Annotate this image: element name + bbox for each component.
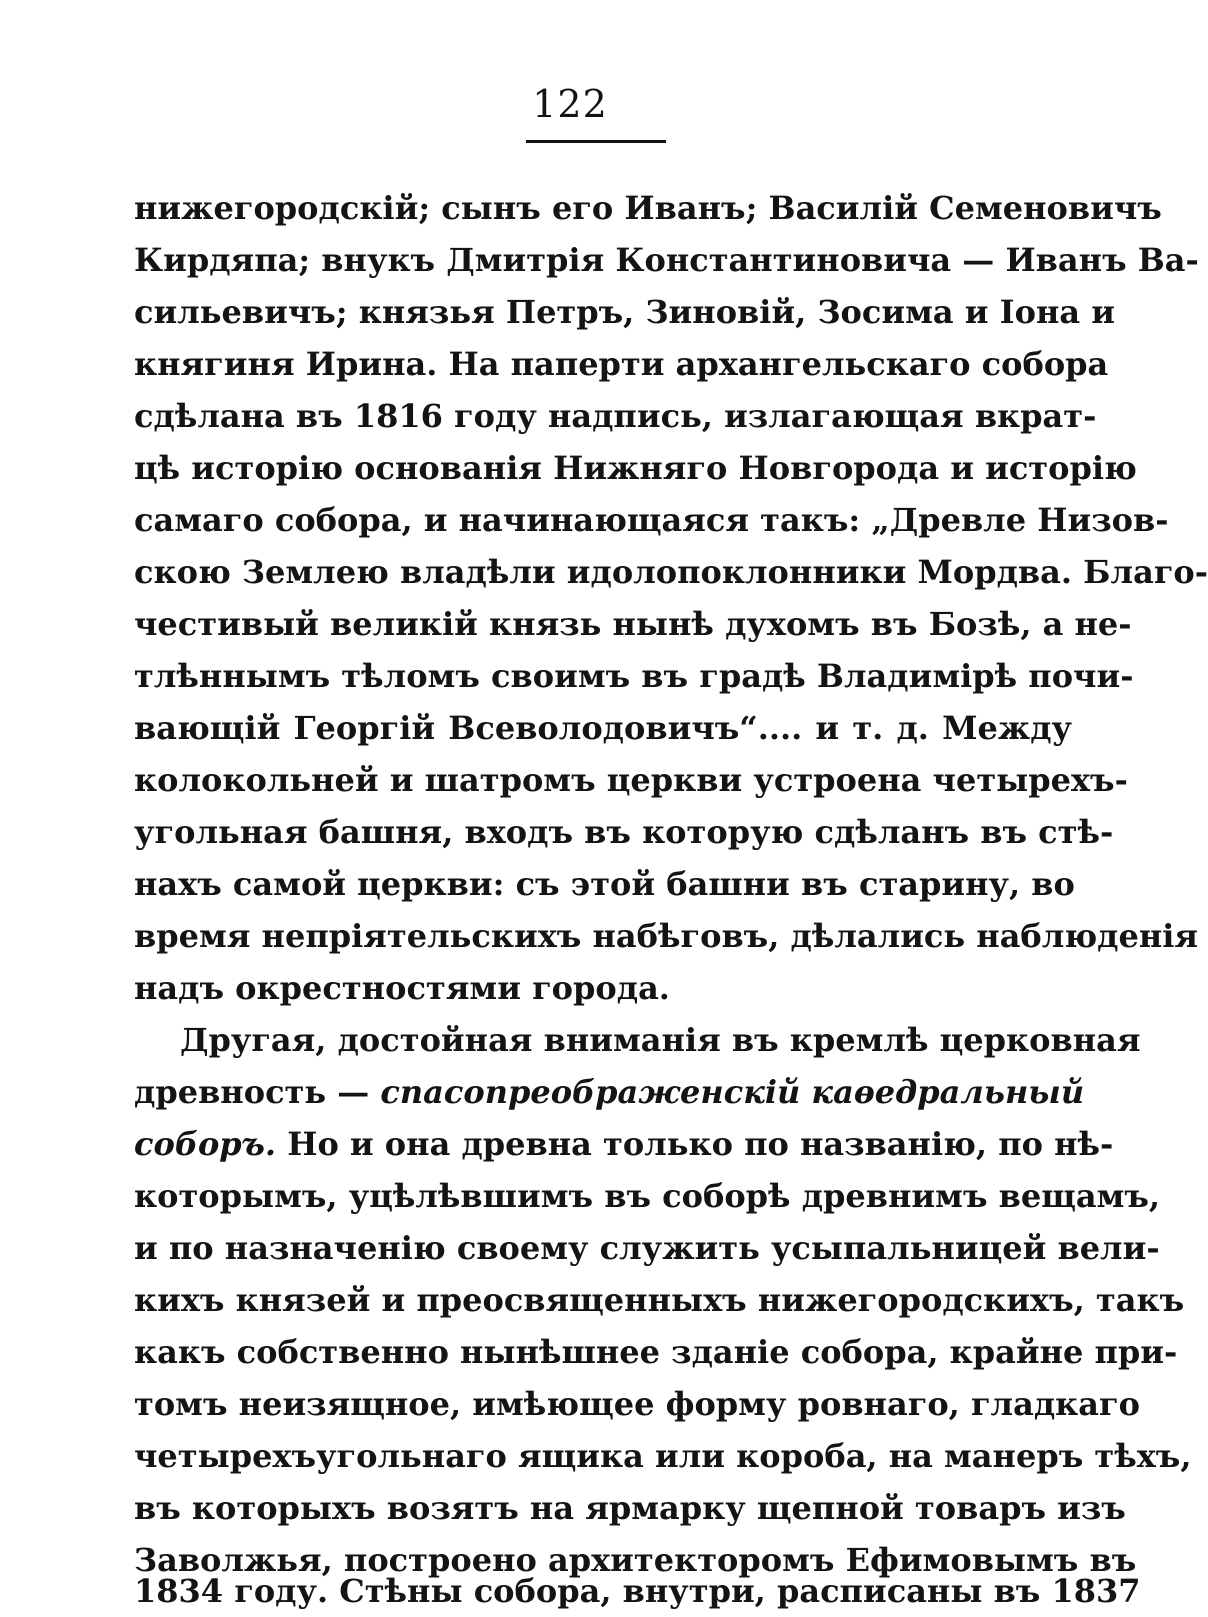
text-line: время непріятельскихъ набѣговъ, дѣлались наблюденія <box>134 917 1199 955</box>
text-line: въ которыхъ возятъ на ярмарку щепной товаръ изъ <box>134 1489 1126 1527</box>
text-line: сдѣлана въ 1816 году надпись, излагающая вкрат- <box>134 397 1097 435</box>
text-line: которымъ, уцѣлѣвшимъ въ соборѣ древнимъ вещамъ, <box>134 1177 1161 1215</box>
text-line: скою Землею владѣли идолопоклонники Мордва. Благо- <box>134 553 1208 591</box>
text-line: четырехъугольнаго ящика или короба, на манеръ тѣхъ, <box>134 1437 1192 1475</box>
text-line: сильевичъ; князья Петръ, Зиновій, Зосима и Іона и <box>134 293 1115 331</box>
text-line: 1834 году. Стѣны собора, внутри, расписаны въ 1837 <box>134 1572 1141 1610</box>
cathedral-name-emphasis-end: соборъ. <box>134 1125 277 1163</box>
text-run: Но и она древна только по названію, по нѣ- <box>287 1125 1114 1163</box>
text-line: тлѣннымъ тѣломъ своимъ въ градѣ Владимірѣ почи- <box>134 657 1134 695</box>
text-run: древность — <box>134 1073 370 1111</box>
text-line: кихъ князей и преосвященныхъ нижегородскихъ, такъ <box>134 1281 1185 1319</box>
text-line: цѣ исторію основанія Нижняго Новгорода и исторію <box>134 449 1137 487</box>
text-line: какъ собственно нынѣшнее зданіе собора, крайне при- <box>134 1333 1178 1371</box>
text-line: княгиня Ирина. На паперти архангельскаго собора <box>134 345 1109 383</box>
text-line: угольная башня, входъ въ которую сдѣланъ въ стѣ- <box>134 813 1114 851</box>
text-line: Заволжья, построено архитекторомъ Ефимовымъ въ <box>134 1541 1137 1579</box>
text-line: колокольней и шатромъ церкви устроена четырехъ- <box>134 761 1128 799</box>
text-line: Кирдяпа; внукъ Дмитрія Константиновича — Иванъ Ва- <box>134 241 1199 279</box>
text-line: нахъ самой церкви: съ этой башни въ старину, во <box>134 865 1075 903</box>
text-line: томъ неизящное, имѣющее форму ровнаго, гладкаго <box>134 1385 1140 1423</box>
text-line: вающій Георгій Всеволодовичъ“.... и т. д. Между <box>134 709 1072 747</box>
cathedral-name-emphasis: спасопреображенскій каѳедральный <box>380 1073 1085 1111</box>
text-line: честивый великій князь нынѣ духомъ въ Бозѣ, а не- <box>134 605 1132 643</box>
text-line: Другая, достойная вниманія въ кремлѣ церковная <box>180 1021 1141 1059</box>
text-line <box>134 1067 1085 1117</box>
text-line: нижегородскій; сынъ его Иванъ; Василій Семеновичъ <box>134 189 1162 227</box>
text-line: надъ окрестностями города. <box>134 969 670 1007</box>
text-line: самаго собора, и начинающаяся такъ: „Древле Низов- <box>134 501 1169 539</box>
page-number-rule <box>526 140 666 143</box>
text-line <box>134 1119 1114 1169</box>
page-number: 122 <box>532 82 608 126</box>
text-line: и по назначенію своему служить усыпальницей вели- <box>134 1229 1160 1267</box>
